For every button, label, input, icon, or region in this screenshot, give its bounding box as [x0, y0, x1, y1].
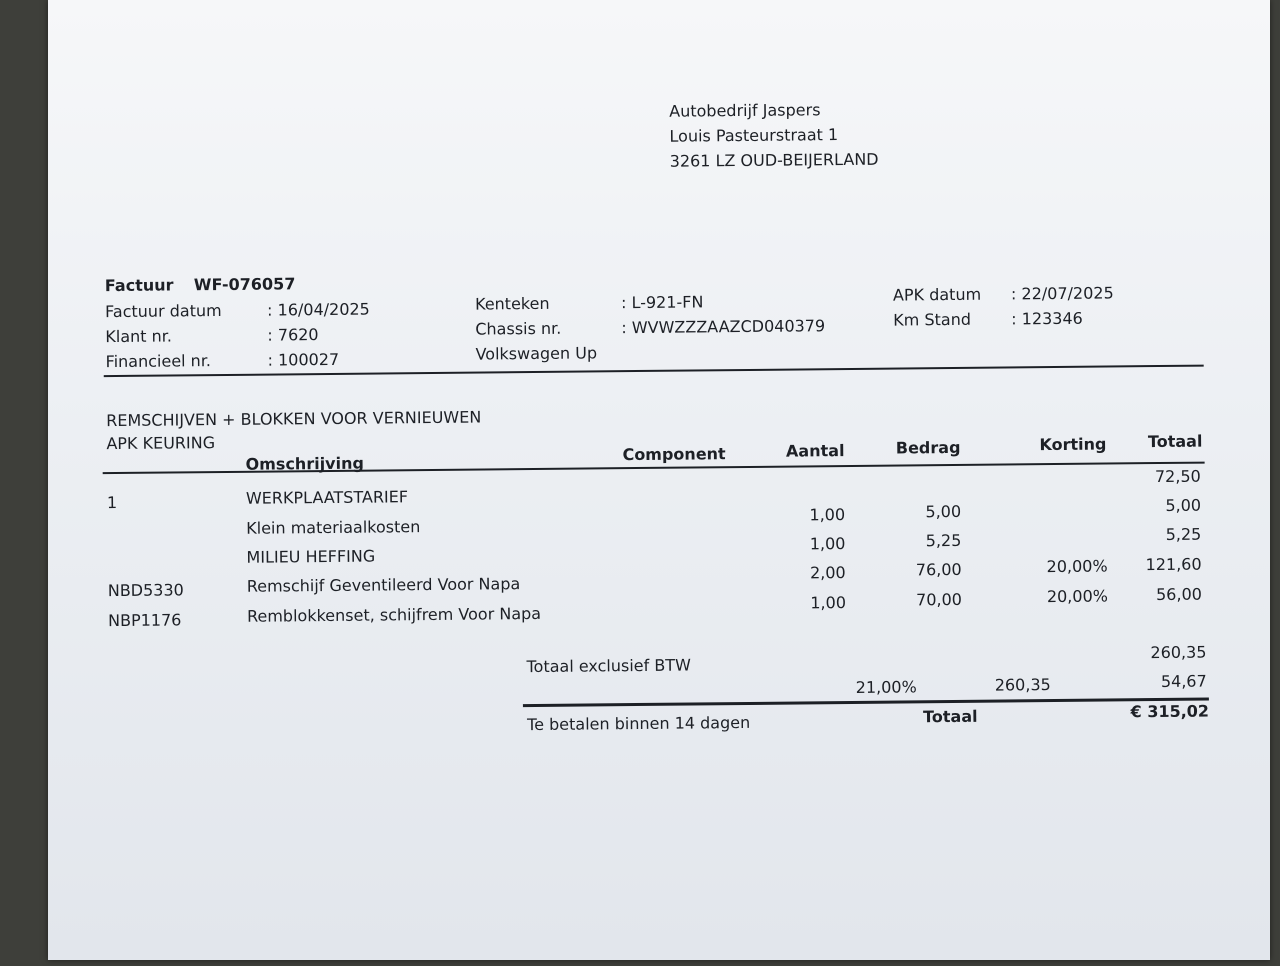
vat-base: 260,35: [994, 675, 1051, 695]
row-description: Remschijf Geventileerd Voor Napa: [246, 574, 521, 596]
row-amount: 70,00: [916, 589, 963, 610]
grand-total-value: € 315,02: [1130, 701, 1210, 722]
total-excl-vat-value: 260,35: [1150, 642, 1207, 663]
apk-date-value: : 22/07/2025: [1010, 283, 1114, 304]
invoice-number: WF-076057: [193, 274, 296, 295]
plate-value: : L-921-FN: [620, 292, 704, 313]
row-amount: 5,25: [925, 530, 962, 551]
row-total: 72,50: [1154, 466, 1201, 487]
row-quantity: 1,00: [810, 593, 847, 613]
row-total: 121,60: [1145, 554, 1202, 575]
row-description: WERKPLAATSTARIEF: [245, 487, 409, 508]
financial-number-label: Financieel nr.: [105, 351, 212, 372]
company-street: Louis Pasteurstraat 1: [669, 125, 839, 146]
payment-terms: Te betalen binnen 14 dagen: [527, 712, 751, 735]
company-city: 3261 LZ OUD-BEIJERLAND: [669, 149, 879, 171]
total-excl-vat-label: Totaal exclusief BTW: [526, 655, 691, 677]
work-description-1: REMSCHIJVEN + BLOKKEN VOOR VERNIEUWEN: [106, 407, 482, 431]
row-description: Remblokkenset, schijfrem Voor Napa: [246, 603, 542, 626]
row-total: 5,25: [1165, 524, 1202, 544]
grand-total-label: Totaal: [922, 706, 978, 727]
row-quantity: 2,00: [809, 563, 846, 583]
client-number-label: Klant nr.: [105, 326, 173, 347]
invoice-title-label: Factuur: [104, 275, 174, 296]
col-header-total: Totaal: [1147, 431, 1203, 452]
row-code: 1: [106, 493, 118, 513]
vehicle-model: Volkswagen Up: [475, 343, 598, 364]
row-amount: 5,00: [925, 501, 962, 522]
vat-amount: 54,67: [1160, 671, 1207, 692]
col-header-component: Component: [622, 444, 726, 465]
col-header-quantity: Aantal: [785, 441, 845, 461]
row-total: 56,00: [1155, 584, 1202, 605]
row-total: 5,00: [1165, 495, 1202, 515]
invoice-date-value: : 16/04/2025: [267, 299, 370, 320]
apk-date-label: APK datum: [892, 284, 982, 305]
col-header-amount: Bedrag: [895, 437, 961, 458]
financial-number-value: : 100027: [267, 349, 340, 370]
row-amount: 76,00: [915, 559, 962, 580]
row-quantity: 1,00: [809, 534, 846, 554]
work-description-2: APK KEURING: [106, 433, 216, 454]
km-value: : 123346: [1011, 308, 1083, 329]
col-header-discount: Korting: [1039, 434, 1107, 455]
chassis-value: : WVWZZZAAZCD040379: [621, 316, 826, 338]
row-discount: 20,00%: [1046, 556, 1108, 577]
col-header-description: Omschrijving: [245, 453, 364, 474]
row-discount: 20,00%: [1046, 586, 1108, 607]
row-description: Klein materiaalkosten: [246, 517, 421, 538]
company-name: Autobedrijf Jaspers: [669, 100, 821, 121]
row-description: MILIEU HEFFING: [246, 546, 376, 567]
client-number-value: : 7620: [267, 325, 319, 345]
row-code: NBP1176: [108, 610, 182, 631]
row-quantity: 1,00: [809, 505, 846, 525]
chassis-label: Chassis nr.: [475, 318, 562, 339]
km-label: Km Stand: [893, 309, 972, 330]
row-code: NBD5330: [107, 580, 184, 601]
vat-rate: 21,00%: [855, 677, 917, 697]
invoice-date-label: Factuur datum: [105, 301, 222, 322]
plate-label: Kenteken: [474, 293, 550, 314]
